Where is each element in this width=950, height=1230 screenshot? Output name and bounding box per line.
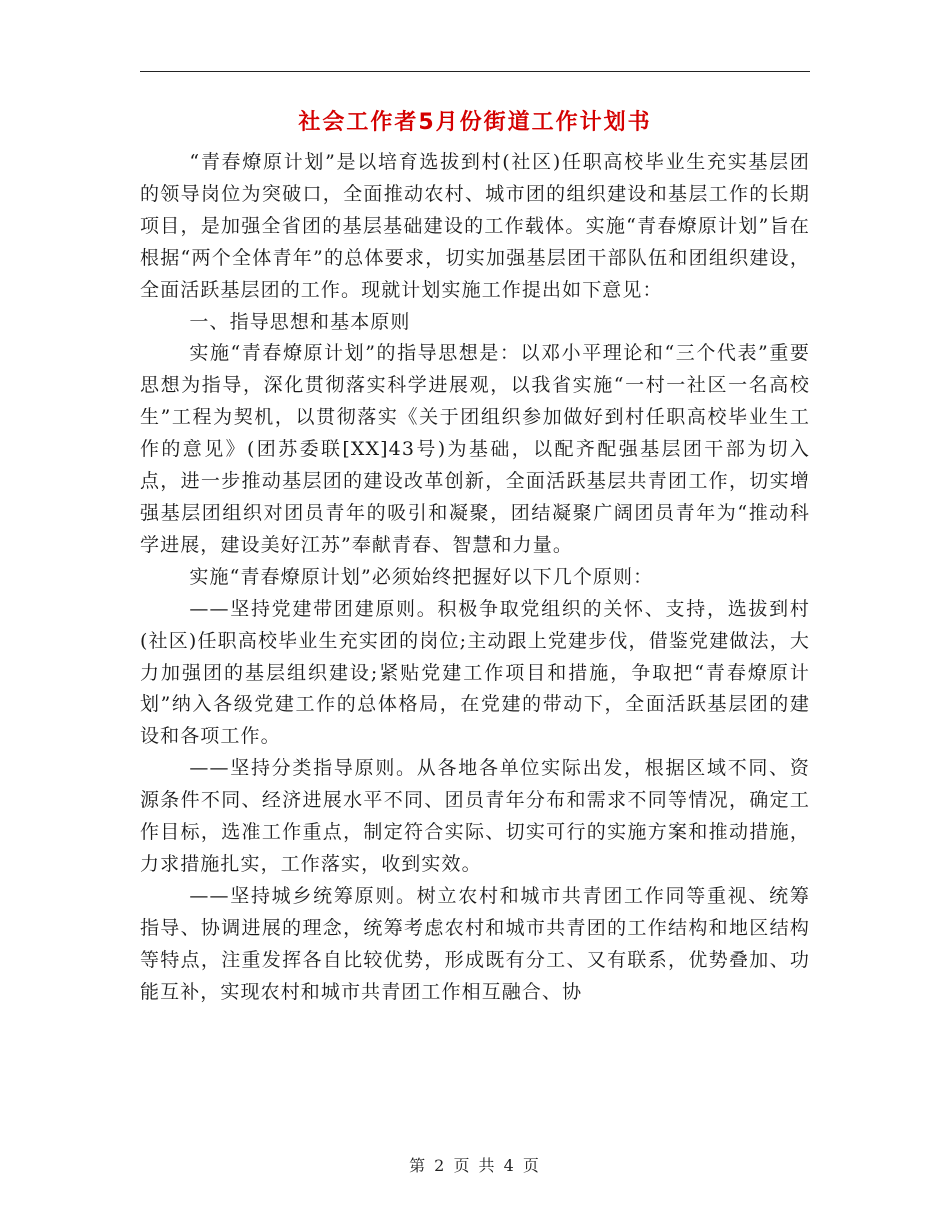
header-rule <box>140 71 810 72</box>
paragraph-principles-lead: 实施“青春燎原计划”必须始终把握好以下几个原则： <box>189 565 654 588</box>
paragraph-principle-urban-rural: ——坚持城乡统筹原则。树立农村和城市共青团工作同等重视、统筹指导、协调进展的理念，统筹考虑农村和城市共青团的工作结构和地区结构等特点，注重发挥各自比较优势，形成既有分工、又有联系，优势叠加、功能互补，实现农村和城市共青团工作相互融合、协 <box>140 884 810 1003</box>
paragraph-principle-party: ——坚持党建带团建原则。积极争取党组织的关怀、支持，选拔到村(社区)任职高校毕业生充实团的岗位;主动跟上党建步伐，借鉴党建做法，大力加强团的基层组织建设;紧贴党建工作项目和措施，争取把“青春燎原计划”纳入各级党建工作的总体格局，在党建的带动下，全面活跃基层团的建设和各项工作。 <box>140 597 810 748</box>
paragraph-guiding-thought: 实施“青春燎原计划”的指导思想是：以邓小平理论和“三个代表”重要思想为指导，深化贯彻落实科学进展观，以我省实施“一村一社区一名高校生”工程为契机，以贯彻落实《关于团组织参加做好到村任职高校毕业生工作的意见》(团苏委联[XX]43号)为基础，以配齐配强基层团干部为切入点，进一步推动基层团的建设改革创新，全面活跃基层共青团工作，切实增强基层团组织对团员青年的吸引和凝聚，团结凝聚广阔团员青年为“推动科学进展，建设美好江苏”奉献青春、智慧和力量。 <box>140 342 810 556</box>
section-heading: 一、指导思想和基本原则 <box>189 310 411 333</box>
page-number: 第 2 页 共 4 页 <box>409 1156 541 1175</box>
paragraph-principle-classified: ——坚持分类指导原则。从各地各单位实际出发，根据区域不同、资源条件不同、经济进展水平不同、团员青年分布和需求不同等情况，确定工作目标，选准工作重点，制定符合实际、切实可行的实施方案和推动措施，力求措施扎实，工作落实，收到实效。 <box>140 757 810 875</box>
document-title: 社会工作者5月份街道工作计划书 <box>298 110 652 135</box>
page-footer <box>140 1153 810 1176</box>
document-body <box>140 147 810 1008</box>
paragraph-intro: “青春燎原计划”是以培育选拔到村(社区)任职高校毕业生充实基层团的领导岗位为突破口，全面推动农村、城市团的组织建设和基层工作的长期项目，是加强全省团的基层基础建设的工作载体。实施“青春燎原计划”旨在根据“两个全体青年”的总体要求，切实加强基层团干部队伍和团组织建设，全面活跃基层团的工作。现就计划实施工作提出如下意见： <box>140 151 810 301</box>
